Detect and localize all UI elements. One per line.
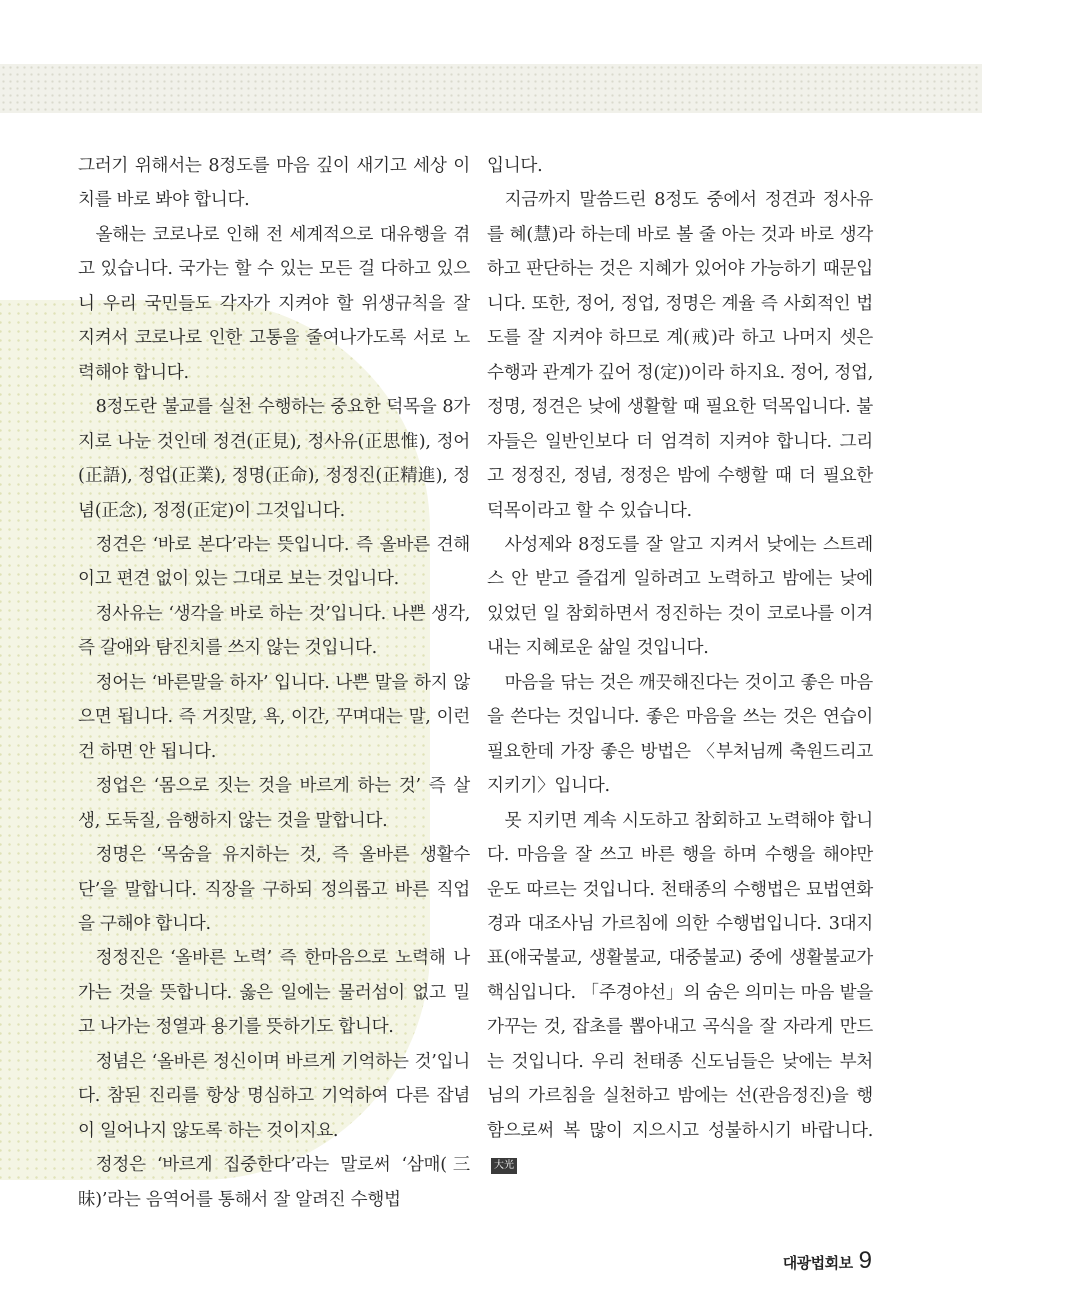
paragraph: 정사유는 ‘생각을 바로 하는 것’입니다. 나쁜 생각, 즉 갈애와 탐진치를 쓰지 않는 것입니다. — [78, 603, 470, 659]
paragraph: 마음을 닦는 것은 깨끗해진다는 것이고 좋은 마음을 쓴다는 것입니다. 좋은 마음을 쓰는 것은 연습이 필요한데 가장 좋은 방법은 〈부처님께 축원드리고 지키기〉입니다. — [487, 672, 873, 797]
left-text-column — [78, 149, 470, 1217]
paragraph: 사성제와 8정도를 잘 알고 지켜서 낮에는 스트레스 안 받고 즐겁게 일하려고 노력하고 밤에는 낮에 있었던 일 참회하면서 정진하는 것이 코로나를 이겨내는 지혜로운 삶일 것입니다. — [487, 534, 873, 659]
paragraph-text: 못 지키면 계속 시도하고 참회하고 노력해야 합니다. 마음을 잘 쓰고 바른 행을 하며 수행을 해야만 운도 따르는 것입니다. 천태종의 수행법은 묘법연화경과 대조사님 가르침에 의한 수행법입니다. 3대지표(애국불교, 생활불교, 대중불교) 중에 생활불교가 핵심입니다. 「주경야선」의 숨은 의미는 마음 밭을 가꾸는 것, 잡초를 뽑아내고 곡식을 잘 자라게 만드는 것입니다. 우리 천태종 신도님들은 낮에는 부처님의 가르침을 실천하고 밤에는 선(관음정진)을 행함으로써 복 많이 지으시고 성불하시기 바랍니다. — [487, 810, 873, 1141]
top-decorative-band — [0, 64, 982, 113]
paragraph: 정정진은 ‘올바른 노력’ 즉 한마음으로 노력해 나가는 것을 뜻합니다. 옳은 일에는 물러섬이 없고 밀고 나가는 정열과 용기를 뜻하기도 합니다. — [78, 948, 470, 1038]
paragraph: 8정도란 불교를 실천 수행하는 중요한 덕목을 8가지로 나눈 것인데 정견(正見), 정사유(正思惟), 정어(正語), 정업(正業), 정명(正命), 정정진(正精進), 정념(正念), 정정(正定)이 그것입니다. — [78, 397, 470, 521]
paragraph: 정념은 ‘올바른 정신이며 바르게 기억하는 것’입니다. 참된 진리를 항상 명심하고 기억하여 다른 잡념이 일어나지 않도록 하는 것이지요. — [78, 1051, 470, 1141]
right-text-column — [487, 149, 873, 1183]
paragraph — [487, 804, 873, 1183]
paragraph: 올해는 코로나로 인해 전 세계적으로 대유행을 겪고 있습니다. 국가는 할 수 있는 모든 걸 다하고 있으니 우리 국민들도 각자가 지켜야 할 위생규칙을 잘 지켜서 코로나로 인한 고통을 줄여나가도록 서로 노력해야 합니다. — [78, 224, 470, 383]
paragraph: 정정은 ‘바르게 집중한다’라는 말로써 ‘삼매(三昧)’라는 음역어를 통해서 잘 알려진 수행법 — [78, 1155, 470, 1210]
paragraph: 지금까지 말씀드린 8정도 중에서 정견과 정사유를 혜(慧)라 하는데 바로 볼 줄 아는 것과 바로 생각하고 판단하는 것은 지혜가 있어야 가능하기 때문입니다. 또한, 정어, 정업, 정명은 계율 즉 사회적인 법도를 잘 지켜야 하므로 계(戒)라 하고 나머지 셋은 수행과 관계가 깊어 정(定))이라 하지요. 정어, 정업, 정명, 정견은 낮에 생활할 때 필요한 덕목입니다. 불자들은 일반인보다 더 엄격히 지켜야 합니다. 그리고 정정진, 정념, 정정은 밤에 수행할 때 더 필요한 덕목이라고 할 수 있습니다. — [487, 190, 873, 521]
page-number: 9 — [858, 1247, 872, 1274]
page-footer — [783, 1247, 872, 1275]
paragraph: 그러기 위해서는 8정도를 마음 깊이 새기고 세상 이치를 바로 봐야 합니다. — [78, 156, 470, 211]
publication-name: 대광법회보 — [782, 1255, 853, 1272]
paragraph: 정업은 ‘몸으로 짓는 것을 바르게 하는 것’ 즉 살생, 도둑질, 음행하지 않는 것을 말합니다. — [78, 776, 470, 831]
paragraph: 정견은 ‘바로 본다’라는 뜻입니다. 즉 올바른 견해이고 편견 없이 있는 그대로 보는 것입니다. — [78, 534, 470, 590]
paragraph: 정어는 ‘바른말을 하자’ 입니다. 나쁜 말을 하지 않으면 됩니다. 즉 거짓말, 욕, 이간, 꾸며대는 말, 이런 건 하면 안 됩니다. — [78, 672, 470, 762]
end-mark-badge: 大光 — [491, 1158, 517, 1174]
paragraph: 입니다. — [487, 156, 543, 176]
paragraph: 정명은 ‘목숨을 유지하는 것, 즉 올바른 생활수단’을 말합니다. 직장을 구하되 정의롭고 바른 직업을 구해야 합니다. — [78, 845, 470, 934]
